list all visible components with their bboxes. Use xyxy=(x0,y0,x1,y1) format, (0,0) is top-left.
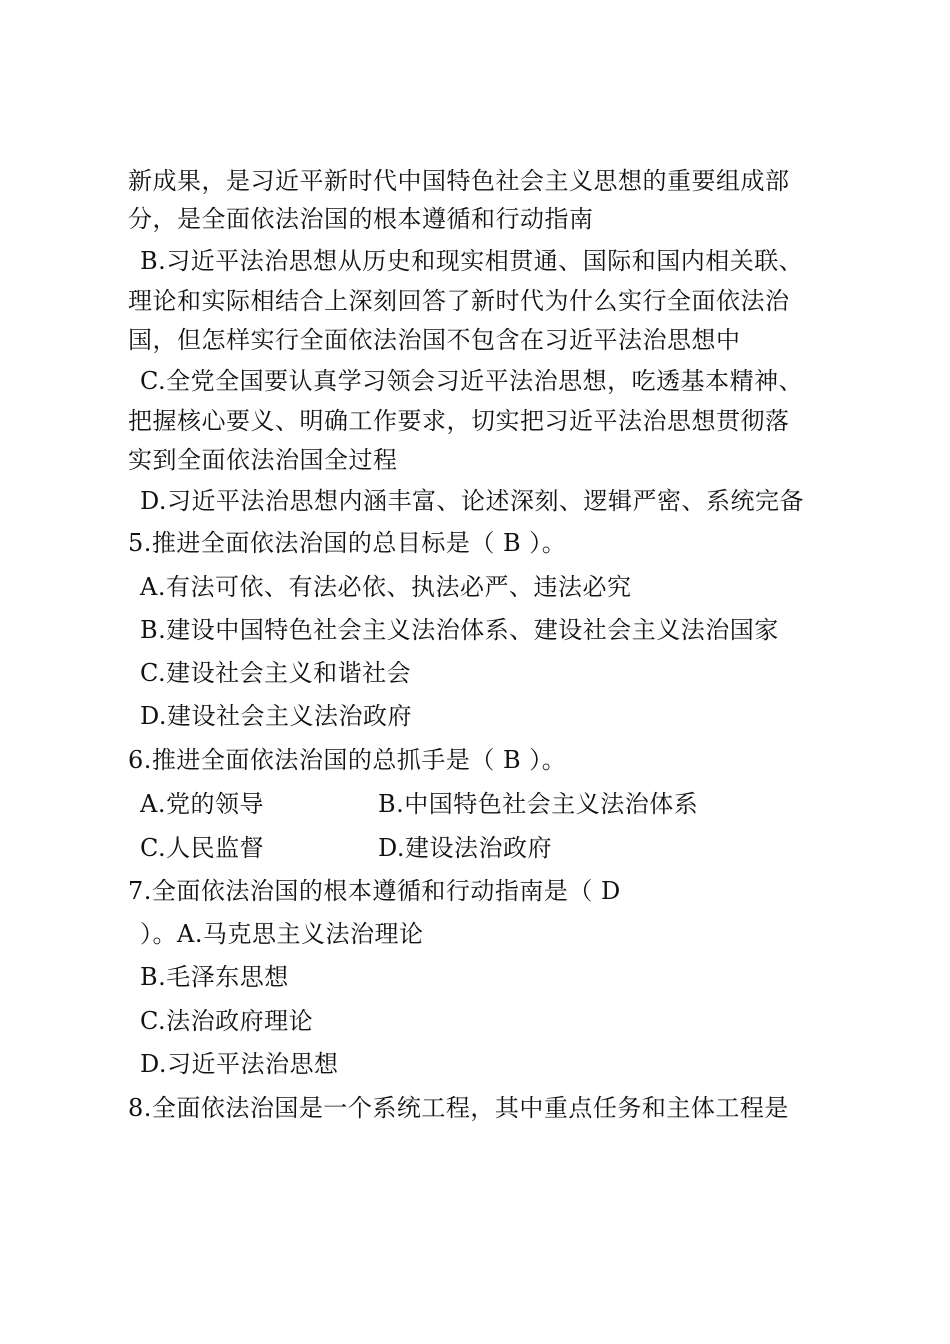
option-a: ）。A.马克思主义法治理论 xyxy=(140,920,424,948)
option-d: D.建设法治政府 xyxy=(378,834,553,862)
option-c: C.法治政府理论 xyxy=(140,1007,314,1035)
option-a: A.党的领导 xyxy=(140,790,264,818)
question-8: 8.全面依法治国是一个系统工程，其中重点任务和主体工程是 xyxy=(128,1094,789,1122)
option-b: B.习近平法治思想从历史和现实相贯通、国际和国内相关联、 xyxy=(140,247,804,275)
text-line: 新成果，是习近平新时代中国特色社会主义思想的重要组成部 xyxy=(128,167,790,195)
option-c: C.人民监督 xyxy=(140,834,265,862)
question-6: 6.推进全面依法治国的总抓手是（ B ）。 xyxy=(128,746,567,774)
option-b: B.中国特色社会主义法治体系 xyxy=(378,790,699,818)
text-line: 国，但怎样实行全面依法治国不包含在习近平法治思想中 xyxy=(128,326,741,354)
option-d: D.习近平法治思想 xyxy=(140,1050,339,1078)
text-line: 把握核心要义、明确工作要求，切实把习近平法治思想贯彻落 xyxy=(128,407,790,435)
text-line: 理论和实际相结合上深刻回答了新时代为什么实行全面依法治 xyxy=(128,287,790,315)
question-5: 5.推进全面依法治国的总目标是（ B ）。 xyxy=(128,529,567,557)
option-c: C.建设社会主义和谐社会 xyxy=(140,659,412,687)
option-a: A.有法可依、有法必依、执法必严、违法必究 xyxy=(140,573,632,601)
question-7: 7.全面依法治国的根本遵循和行动指南是（ D xyxy=(128,877,621,905)
text-line: 实到全面依法治国全过程 xyxy=(128,446,398,474)
option-b: B.建设中国特色社会主义法治体系、建设社会主义法治国家 xyxy=(140,616,779,644)
option-d: D.建设社会主义法治政府 xyxy=(140,702,413,730)
option-b: B.毛泽东思想 xyxy=(140,963,289,991)
option-d: D.习近平法治思想内涵丰富、论述深刻、逻辑严密、系统完备 xyxy=(140,487,805,515)
option-c: C.全党全国要认真学习领会习近平法治思想，吃透基本精神、 xyxy=(140,367,804,395)
text-line: 分，是全面依法治国的根本遵循和行动指南 xyxy=(128,205,594,233)
